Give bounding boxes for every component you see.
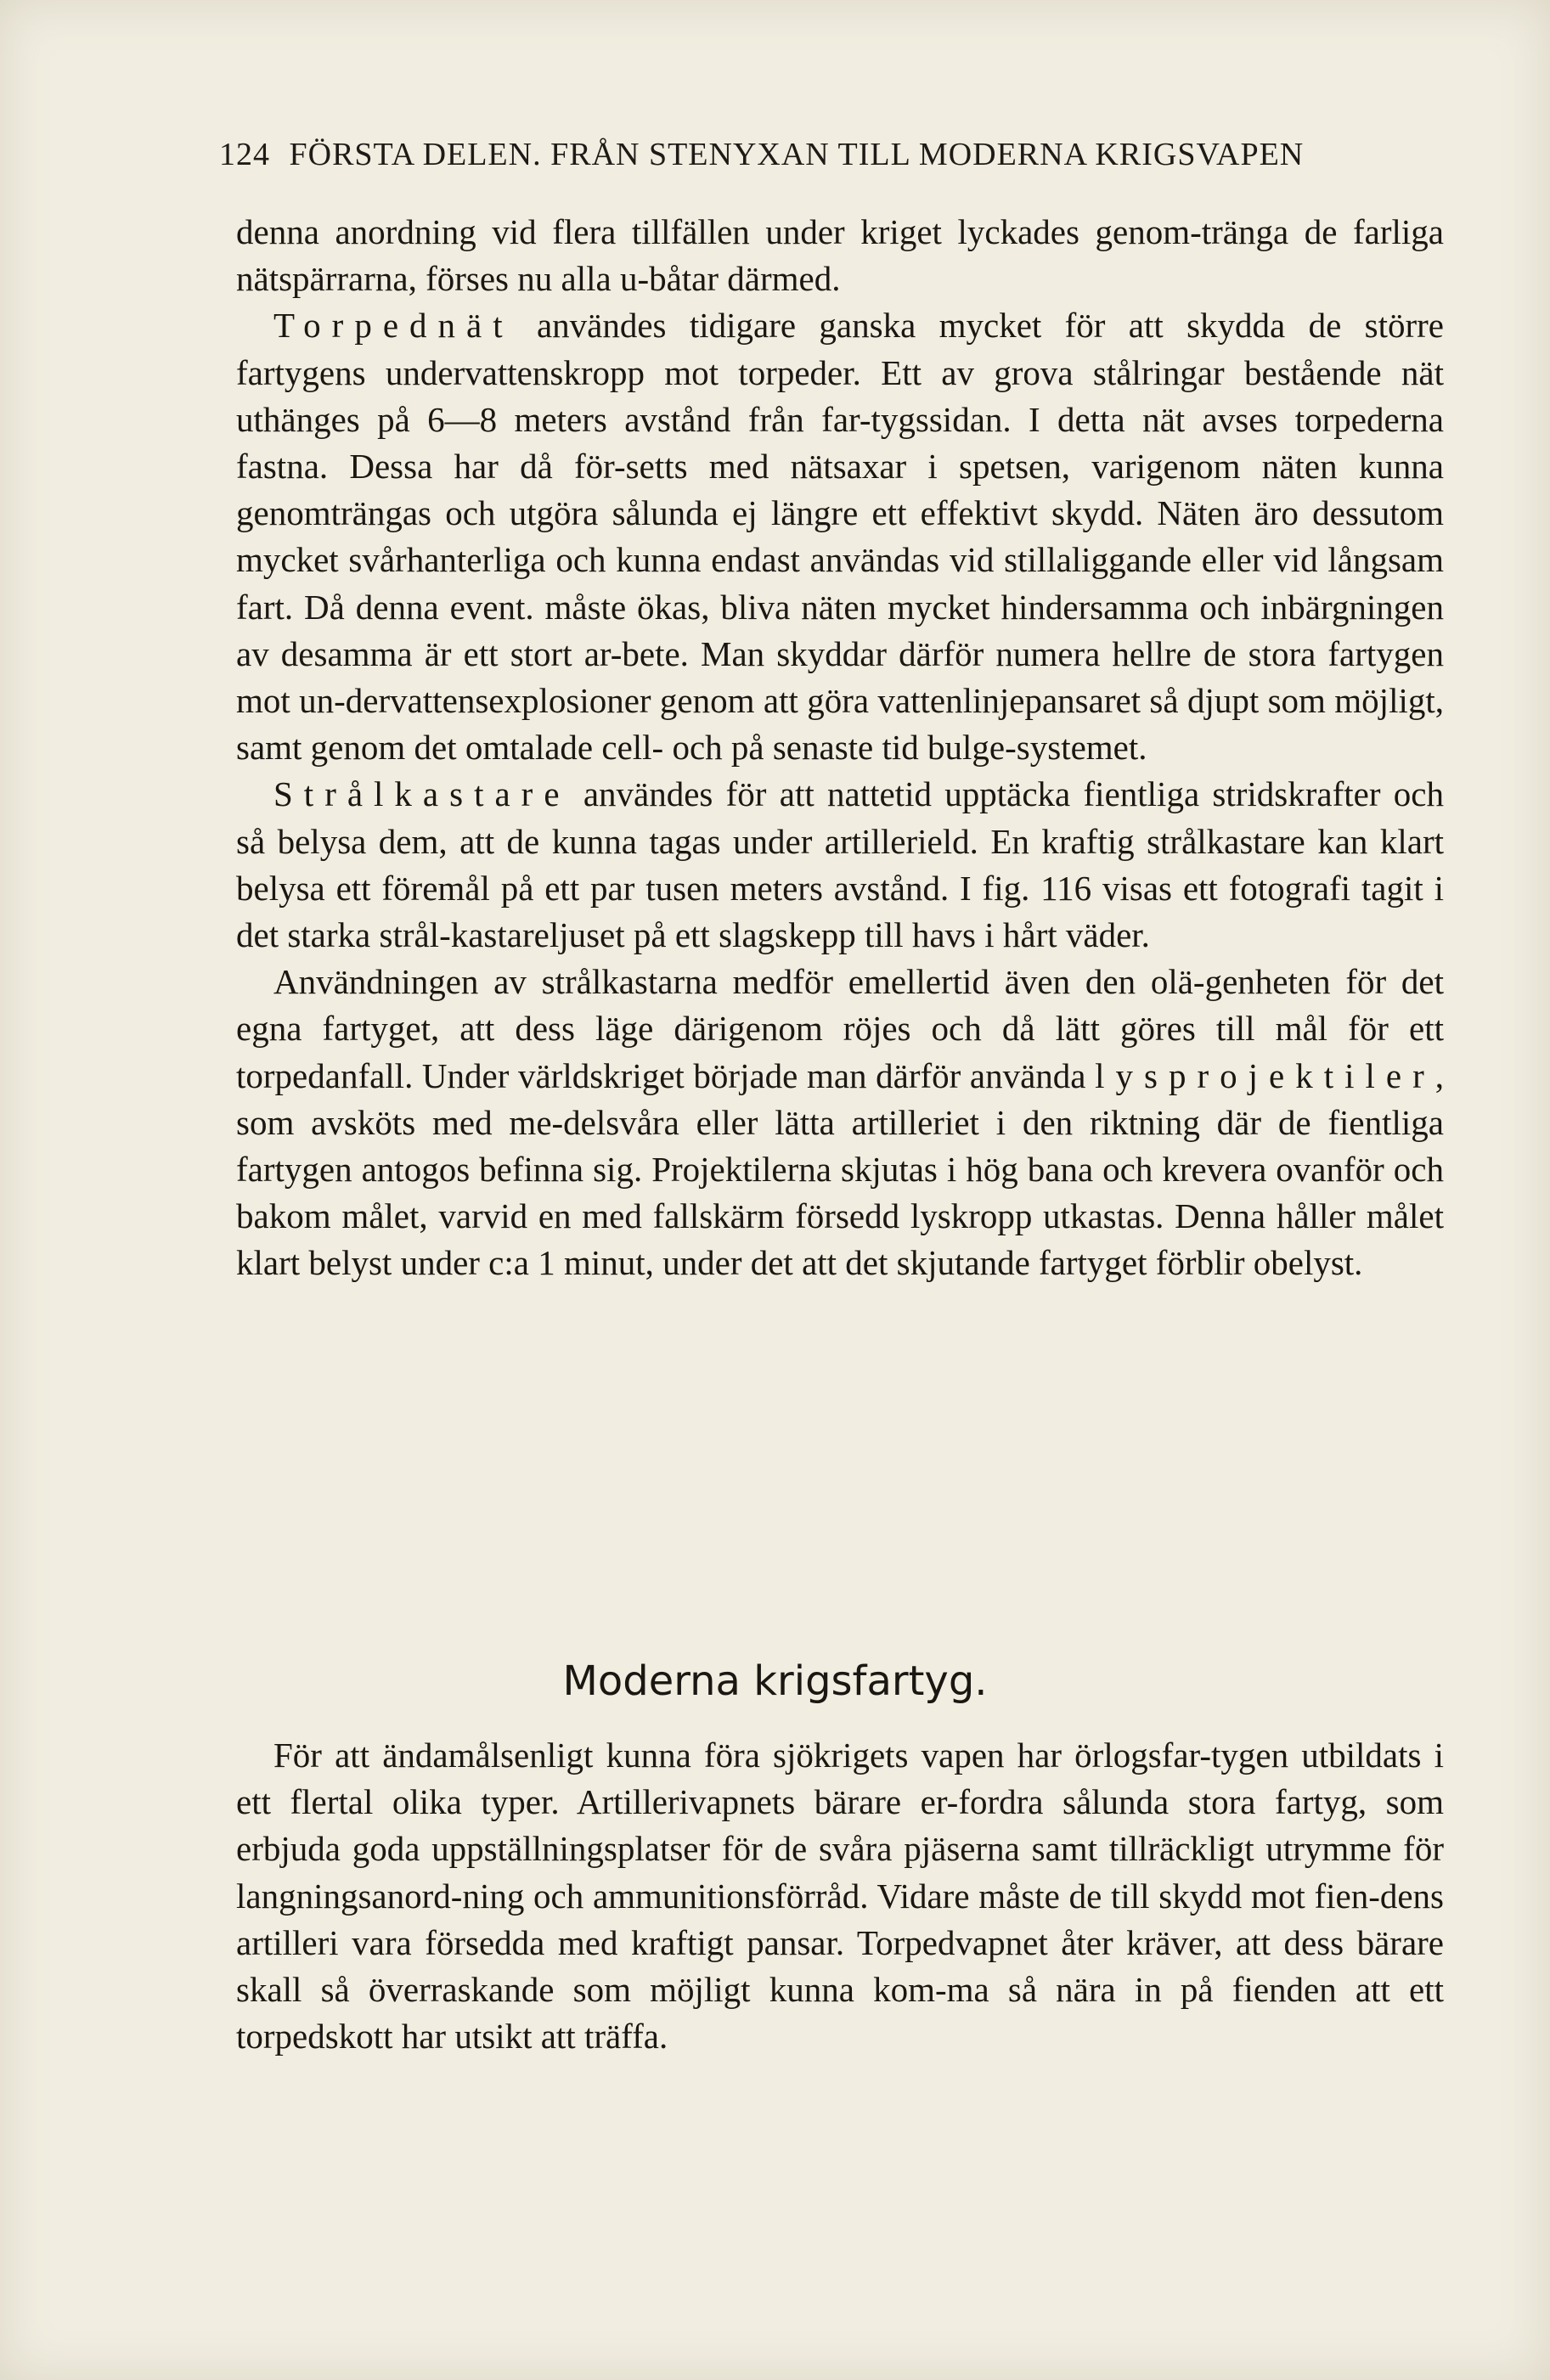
paragraph-searchlights-text: användes för att nattetid upptäcka fientliga stridskrafter och så belysa dem, att de kunna tagas under artillerield. En kraftig strålkastare kan klart belysa ett föremål på ett par tusen meters avstånd. I fig. 116 visas ett fotografi tagit i det starka strål-kastareljuset på ett slagskepp till havs i hårt väder. [236, 774, 1444, 955]
paragraph-nets-intro: denna anordning vid flera tillfällen under kriget lyckades genom-tränga de farliga nätspärrarna, förses nu alla u-båtar därmed. [236, 212, 1444, 299]
paragraph-star-shells [236, 959, 1444, 1286]
body-text-section-2 [236, 1732, 1444, 2060]
section-heading: Moderna krigsfartyg. [562, 1657, 988, 1705]
paragraph-warships: För att ändamålsenligt kunna föra sjökrigets vapen har örlogsfar-tygen utbildats i ett flertal olika typer. Artillerivapnets bärare er-fordra sålunda stora fartyg, som erbjuda goda uppställningsplatser för de svåra pjäserna samt tillräckligt utrymme för langningsanord-ning och ammunitionsförråd. Vidare måste de till skydd mot fien-dens artilleri vara försedda med kraftigt pansar. Torpedvapnet åter kräver, att dess bärare skall så överraskande som möjligt kunna kom-ma så nära in på fienden att ett torpedskott har utsikt att träffa. [236, 1736, 1444, 2056]
term-lysprojektiler: lysprojektiler [1095, 1055, 1435, 1095]
term-torpednat: Torpednät [273, 306, 514, 346]
body-text-section-1 [236, 209, 1444, 1287]
running-header [219, 136, 1425, 173]
paragraph-searchlights [236, 771, 1444, 959]
paragraph-star-shells-text-b: , som avsköts med me-delsvåra eller lätta artilleriet i den riktning där de fientliga fartygen antogos befinna sig. Projektilerna skjutas i hög bana och krevera ovanför och bakom målet, varvid en med fallskärm försedd lyskropp utkastas. Denna håller målet klart belyst under c:a 1 minut, under det att det skjutande fartyget förblir obelyst. [236, 1055, 1444, 1283]
term-stralkastare: Strålkastare [273, 774, 571, 814]
paragraph-torpedo-nets [236, 302, 1444, 771]
paragraph-star-shells-text-a: Användningen av strålkastarna medför emellertid även den olä-genheten för det egna fartyget, att dess läge därigenom röjes och då lätt göres till mål för ett torpedanfall. Under världskriget började man därför använda [236, 962, 1444, 1095]
paragraph-torpedo-nets-text: användes tidigare ganska mycket för att skydda de större fartygens undervattenskropp mot torpeder. Ett av grova stålringar bestående nät uthänges på 6—8 meters avstånd från far-tygssidan. I detta nät avses torpederna fastna. Dessa har då för-setts med nätsaxar i spetsen, varigenom näten kunna genomträngas och utgöra sålunda ej längre ett effektivt skydd. Näten äro dessutom mycket svårhanterliga och kunna endast användas vid stillaliggande eller vid långsam fart. Då denna event. måste ökas, bliva näten mycket hindersamma och inbärgningen av desamma är ett stort ar-bete. Man skyddar därför numera hellre de stora fartygen mot un-dervattensexplosioner genom att göra vattenlinjepansaret så djupt som möjligt, samt genom det omtalade cell- och på senaste tid bulge-systemet. [236, 306, 1444, 768]
running-title: FÖRSTA DELEN. FRÅN STENYXAN TILL MODERNA KRIGSVAPEN [289, 137, 1305, 172]
page-number: 124 [219, 137, 270, 172]
